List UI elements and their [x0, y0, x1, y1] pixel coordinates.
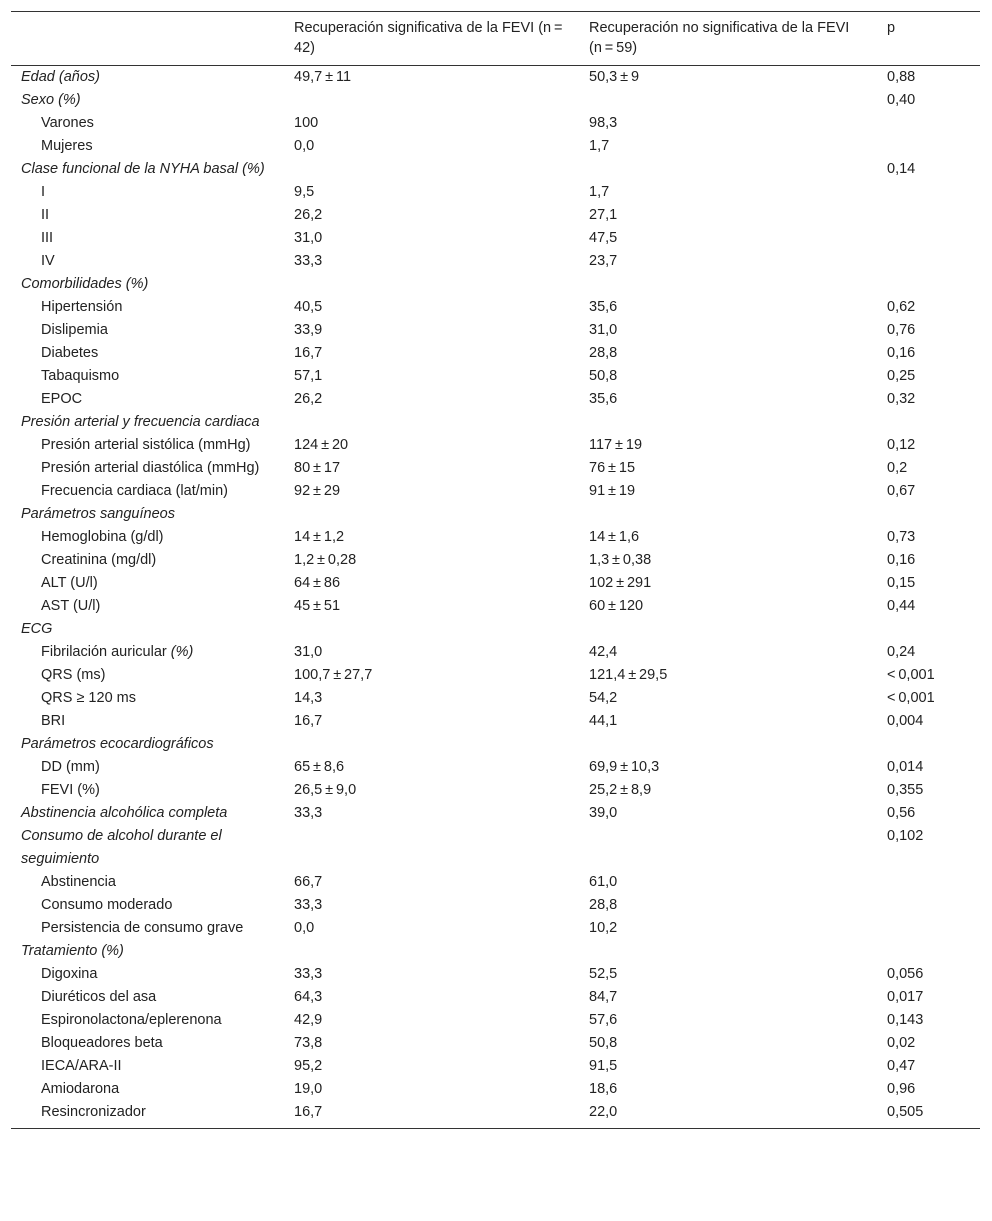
table-row [11, 664, 980, 687]
row-label [11, 250, 284, 273]
value-significant-recovery: 33,3 [294, 805, 323, 821]
value-significant-recovery: 66,7 [294, 874, 323, 890]
table-row [11, 135, 980, 158]
table-row [11, 388, 980, 411]
row-label [11, 296, 284, 319]
row-label-text: III [41, 230, 54, 246]
value-significant-recovery: 65 ± 8,6 [294, 759, 345, 775]
row-label-text: II [41, 207, 50, 223]
row-label [11, 710, 284, 733]
table-row [11, 1078, 980, 1101]
value-significant-recovery: 9,5 [294, 184, 315, 200]
value-significant-recovery: 31,0 [294, 230, 323, 246]
value-p: 0,56 [887, 805, 916, 821]
row-label-text: Consumo de alcohol durante el seguimiento [21, 828, 222, 867]
value-non-significant-recovery: 25,2 ± 8,9 [589, 782, 652, 798]
row-label-text: Presión arterial diastólica (mmHg) [41, 460, 260, 476]
data-table-container [11, 11, 980, 1129]
table-row [11, 1101, 980, 1129]
header-non-significant-recovery: Recuperación no significativa de la FEVI (n = 59) [579, 12, 877, 66]
row-label-text: EPOC [41, 391, 83, 407]
row-label [11, 434, 284, 457]
table-row [11, 296, 980, 319]
row-label-text: Sexo (%) [21, 92, 81, 108]
row-label [11, 273, 284, 296]
value-significant-recovery: 45 ± 51 [294, 598, 341, 614]
value-non-significant-recovery [579, 940, 877, 963]
table-row [11, 480, 980, 503]
value-p: 0,12 [887, 437, 916, 453]
value-significant-recovery [284, 733, 579, 756]
table-row [11, 250, 980, 273]
table-row [11, 779, 980, 802]
row-label [11, 572, 284, 595]
row-label-text: Dislipemia [41, 322, 108, 338]
value-p [877, 273, 980, 296]
value-p: 0,505 [887, 1104, 924, 1120]
row-label [11, 135, 284, 158]
table-row [11, 641, 980, 664]
table-section-row [11, 411, 980, 434]
row-label-text: Tabaquismo [41, 368, 120, 384]
value-p: 0,76 [887, 322, 916, 338]
row-label-text: Frecuencia cardiaca (lat/min) [41, 483, 228, 499]
row-label [11, 664, 284, 687]
value-p: 0,056 [887, 966, 924, 982]
value-significant-recovery [284, 89, 579, 112]
value-p: 0,40 [887, 92, 916, 108]
value-p [877, 250, 980, 273]
row-label [11, 411, 284, 434]
value-non-significant-recovery: 44,1 [589, 713, 618, 729]
value-non-significant-recovery: 22,0 [589, 1104, 618, 1120]
value-significant-recovery: 19,0 [294, 1081, 323, 1097]
table-row [11, 1055, 980, 1078]
value-significant-recovery: 80 ± 17 [294, 460, 341, 476]
value-non-significant-recovery: 91 ± 19 [589, 483, 636, 499]
table-row [11, 549, 980, 572]
table-row [11, 687, 980, 710]
row-label-text: Amiodarona [41, 1081, 120, 1097]
value-p: 0,16 [887, 552, 916, 568]
value-significant-recovery: 16,7 [294, 345, 323, 361]
value-significant-recovery: 33,9 [294, 322, 323, 338]
table-row [11, 204, 980, 227]
row-label-text: ECG [21, 621, 53, 637]
value-p: 0,102 [887, 828, 924, 844]
value-p: < 0,001 [887, 690, 935, 706]
value-significant-recovery: 1,2 ± 0,28 [294, 552, 357, 568]
value-non-significant-recovery: 98,3 [589, 115, 618, 131]
row-label-text: Creatinina (mg/dl) [41, 552, 157, 568]
row-label-text: Resincronizador [41, 1104, 146, 1120]
value-p: 0,67 [887, 483, 916, 499]
row-label-text: AST (U/l) [41, 598, 101, 614]
row-label-text: Presión arterial y frecuencia cardiaca [21, 414, 260, 430]
value-p: 0,15 [887, 575, 916, 591]
row-label-text: ALT (U/l) [41, 575, 98, 591]
value-non-significant-recovery: 69,9 ± 10,3 [589, 759, 660, 775]
value-significant-recovery: 14 ± 1,2 [294, 529, 345, 545]
value-significant-recovery: 26,2 [294, 391, 323, 407]
row-label-text: Hemoglobina (g/dl) [41, 529, 164, 545]
value-significant-recovery: 33,3 [294, 897, 323, 913]
value-non-significant-recovery [579, 733, 877, 756]
table-row [11, 756, 980, 779]
table-section-row [11, 940, 980, 963]
row-label-text: Fibrilación auricular [41, 644, 167, 660]
value-non-significant-recovery: 47,5 [589, 230, 618, 246]
table-row [11, 917, 980, 940]
table-row [11, 227, 980, 250]
value-non-significant-recovery: 117 ± 19 [589, 437, 643, 453]
value-non-significant-recovery [579, 825, 877, 871]
value-p: 0,32 [887, 391, 916, 407]
row-label-text: Espironolactona/eplerenona [41, 1012, 222, 1028]
row-label [11, 1032, 284, 1055]
value-p [877, 733, 980, 756]
table-row [11, 1009, 980, 1032]
table-row [11, 572, 980, 595]
value-significant-recovery: 64 ± 86 [294, 575, 341, 591]
value-non-significant-recovery: 39,0 [589, 805, 618, 821]
value-non-significant-recovery: 35,6 [589, 299, 618, 315]
table-header [11, 12, 980, 66]
table-row [11, 434, 980, 457]
table-body [11, 66, 980, 1129]
row-label [11, 1101, 284, 1129]
table-section-row [11, 802, 980, 825]
value-p: 0,24 [887, 644, 916, 660]
row-label-text: Clase funcional de la NYHA basal (%) [21, 161, 265, 177]
table-section-row [11, 66, 980, 90]
row-label [11, 825, 284, 871]
value-significant-recovery: 57,1 [294, 368, 323, 384]
value-non-significant-recovery: 42,4 [589, 644, 618, 660]
value-non-significant-recovery: 50,8 [589, 368, 618, 384]
header-p-value: p [877, 12, 980, 66]
row-label-text: QRS (ms) [41, 667, 106, 683]
value-p: 0,62 [887, 299, 916, 315]
table-row [11, 365, 980, 388]
value-significant-recovery [284, 940, 579, 963]
value-significant-recovery: 64,3 [294, 989, 323, 1005]
header-variable [11, 12, 284, 66]
row-label [11, 779, 284, 802]
value-non-significant-recovery [579, 503, 877, 526]
table-row [11, 526, 980, 549]
row-label-text: Hipertensión [41, 299, 123, 315]
value-significant-recovery: 100 [294, 115, 319, 131]
row-label-text: Mujeres [41, 138, 93, 154]
value-significant-recovery: 0,0 [294, 138, 315, 154]
row-label-text: I [41, 184, 46, 200]
value-p: < 0,001 [887, 667, 935, 683]
row-label [11, 917, 284, 940]
value-p [877, 112, 980, 135]
table-section-row [11, 825, 980, 871]
value-p: 0,14 [887, 161, 916, 177]
value-non-significant-recovery: 91,5 [589, 1058, 618, 1074]
value-non-significant-recovery: 57,6 [589, 1012, 618, 1028]
value-non-significant-recovery [579, 158, 877, 181]
row-label-text: Bloqueadores beta [41, 1035, 163, 1051]
value-significant-recovery: 0,0 [294, 920, 315, 936]
value-p: 0,47 [887, 1058, 916, 1074]
row-label [11, 940, 284, 963]
value-p [877, 135, 980, 158]
value-p: 0,2 [887, 460, 908, 476]
table-section-row [11, 503, 980, 526]
value-non-significant-recovery: 28,8 [589, 897, 618, 913]
value-non-significant-recovery: 50,8 [589, 1035, 618, 1051]
value-significant-recovery [284, 825, 579, 871]
value-p [877, 204, 980, 227]
row-label [11, 457, 284, 480]
value-p: 0,44 [887, 598, 916, 614]
row-label [11, 89, 284, 112]
value-non-significant-recovery [579, 273, 877, 296]
row-label [11, 1078, 284, 1101]
table-row [11, 342, 980, 365]
value-p: 0,73 [887, 529, 916, 545]
row-label-text: Persistencia de consumo grave [41, 920, 244, 936]
table-row [11, 319, 980, 342]
row-label [11, 871, 284, 894]
row-label [11, 595, 284, 618]
table-section-row [11, 733, 980, 756]
row-label [11, 158, 284, 181]
row-label [11, 986, 284, 1009]
table-row [11, 986, 980, 1009]
table-row [11, 112, 980, 135]
table-section-row [11, 89, 980, 112]
value-significant-recovery: 124 ± 20 [294, 437, 349, 453]
value-significant-recovery: 14,3 [294, 690, 323, 706]
table-section-row [11, 273, 980, 296]
value-significant-recovery: 100,7 ± 27,7 [294, 667, 373, 683]
value-p [877, 917, 980, 940]
value-non-significant-recovery: 1,7 [589, 184, 610, 200]
value-p [877, 940, 980, 963]
value-p [877, 503, 980, 526]
table-row [11, 1032, 980, 1055]
value-non-significant-recovery: 23,7 [589, 253, 618, 269]
value-p: 0,96 [887, 1081, 916, 1097]
value-p [877, 411, 980, 434]
clinical-characteristics-table [11, 11, 980, 1129]
table-row [11, 595, 980, 618]
value-significant-recovery [284, 273, 579, 296]
row-label [11, 756, 284, 779]
row-label-text: Parámetros sanguíneos [21, 506, 175, 522]
value-significant-recovery [284, 411, 579, 434]
value-non-significant-recovery: 121,4 ± 29,5 [589, 667, 668, 683]
row-label-text: DD (mm) [41, 759, 100, 775]
value-non-significant-recovery: 54,2 [589, 690, 618, 706]
row-label [11, 319, 284, 342]
value-non-significant-recovery: 10,2 [589, 920, 618, 936]
row-label-text: Varones [41, 115, 94, 131]
value-significant-recovery: 92 ± 29 [294, 483, 341, 499]
row-label [11, 963, 284, 986]
row-label [11, 1009, 284, 1032]
table-row [11, 894, 980, 917]
value-significant-recovery [284, 503, 579, 526]
value-p [877, 181, 980, 204]
value-p [877, 894, 980, 917]
value-non-significant-recovery: 102 ± 291 [589, 575, 652, 591]
value-p: 0,143 [887, 1012, 924, 1028]
row-label [11, 112, 284, 135]
row-label-text: FEVI (%) [41, 782, 100, 798]
row-label-suffix: (%) [166, 644, 194, 660]
value-non-significant-recovery: 31,0 [589, 322, 618, 338]
row-label [11, 641, 284, 664]
row-label [11, 66, 284, 90]
table-row [11, 963, 980, 986]
row-label-text: Parámetros ecocardiográficos [21, 736, 214, 752]
row-label-text: Diabetes [41, 345, 99, 361]
row-label [11, 1055, 284, 1078]
row-label [11, 802, 284, 825]
value-significant-recovery: 42,9 [294, 1012, 323, 1028]
value-non-significant-recovery [579, 618, 877, 641]
row-label [11, 526, 284, 549]
row-label-text: IECA/ARA-II [41, 1058, 122, 1074]
row-label [11, 342, 284, 365]
row-label-text: Tratamiento (%) [21, 943, 124, 959]
value-non-significant-recovery: 14 ± 1,6 [589, 529, 640, 545]
table-row [11, 457, 980, 480]
value-p [877, 227, 980, 250]
value-non-significant-recovery: 35,6 [589, 391, 618, 407]
value-p: 0,88 [887, 69, 916, 85]
row-label [11, 733, 284, 756]
row-label-text: Edad (años) [21, 69, 100, 85]
row-label [11, 227, 284, 250]
row-label [11, 687, 284, 710]
value-significant-recovery: 33,3 [294, 253, 323, 269]
row-label-text: Abstinencia alcohólica completa [21, 805, 228, 821]
row-label-text: IV [41, 253, 55, 269]
row-label-text: Presión arterial sistólica (mmHg) [41, 437, 251, 453]
value-significant-recovery [284, 618, 579, 641]
value-significant-recovery [284, 158, 579, 181]
row-label [11, 181, 284, 204]
value-non-significant-recovery: 61,0 [589, 874, 618, 890]
row-label-text: QRS ≥ 120 ms [41, 690, 136, 706]
row-label-text: BRI [41, 713, 66, 729]
row-label-text: Abstinencia [41, 874, 116, 890]
row-label-text: Consumo moderado [41, 897, 173, 913]
value-significant-recovery: 95,2 [294, 1058, 323, 1074]
value-non-significant-recovery [579, 411, 877, 434]
row-label [11, 549, 284, 572]
table-section-row [11, 158, 980, 181]
value-p [877, 871, 980, 894]
row-label [11, 365, 284, 388]
value-non-significant-recovery: 84,7 [589, 989, 618, 1005]
header-significant-recovery: Recuperación significativa de la FEVI (n = 42) [284, 12, 579, 66]
value-p: 0,017 [887, 989, 924, 1005]
row-label [11, 894, 284, 917]
row-label [11, 503, 284, 526]
value-non-significant-recovery: 60 ± 120 [589, 598, 644, 614]
row-label-text: Digoxina [41, 966, 98, 982]
value-significant-recovery: 26,5 ± 9,0 [294, 782, 357, 798]
value-p: 0,004 [887, 713, 924, 729]
table-section-row [11, 618, 980, 641]
table-row [11, 181, 980, 204]
value-significant-recovery: 16,7 [294, 1104, 323, 1120]
value-non-significant-recovery: 1,7 [589, 138, 610, 154]
row-label [11, 480, 284, 503]
value-significant-recovery: 33,3 [294, 966, 323, 982]
value-significant-recovery: 16,7 [294, 713, 323, 729]
value-p [877, 618, 980, 641]
row-label [11, 388, 284, 411]
value-non-significant-recovery: 18,6 [589, 1081, 618, 1097]
row-label [11, 204, 284, 227]
value-non-significant-recovery: 52,5 [589, 966, 618, 982]
value-p: 0,014 [887, 759, 924, 775]
header-row [11, 12, 980, 66]
row-label [11, 618, 284, 641]
value-non-significant-recovery: 1,3 ± 0,38 [589, 552, 652, 568]
value-significant-recovery: 31,0 [294, 644, 323, 660]
table-row [11, 710, 980, 733]
value-significant-recovery: 73,8 [294, 1035, 323, 1051]
value-significant-recovery: 49,7 ± 11 [294, 69, 352, 85]
value-non-significant-recovery: 27,1 [589, 207, 618, 223]
value-p: 0,02 [887, 1035, 916, 1051]
table-row [11, 871, 980, 894]
row-label-text: Comorbilidades (%) [21, 276, 149, 292]
value-significant-recovery: 40,5 [294, 299, 323, 315]
value-non-significant-recovery [579, 89, 877, 112]
value-p: 0,25 [887, 368, 916, 384]
value-non-significant-recovery: 28,8 [589, 345, 618, 361]
value-p: 0,16 [887, 345, 916, 361]
row-label-text: Diuréticos del asa [41, 989, 157, 1005]
value-p: 0,355 [887, 782, 924, 798]
value-non-significant-recovery: 76 ± 15 [589, 460, 636, 476]
value-significant-recovery: 26,2 [294, 207, 323, 223]
value-non-significant-recovery: 50,3 ± 9 [589, 69, 640, 85]
